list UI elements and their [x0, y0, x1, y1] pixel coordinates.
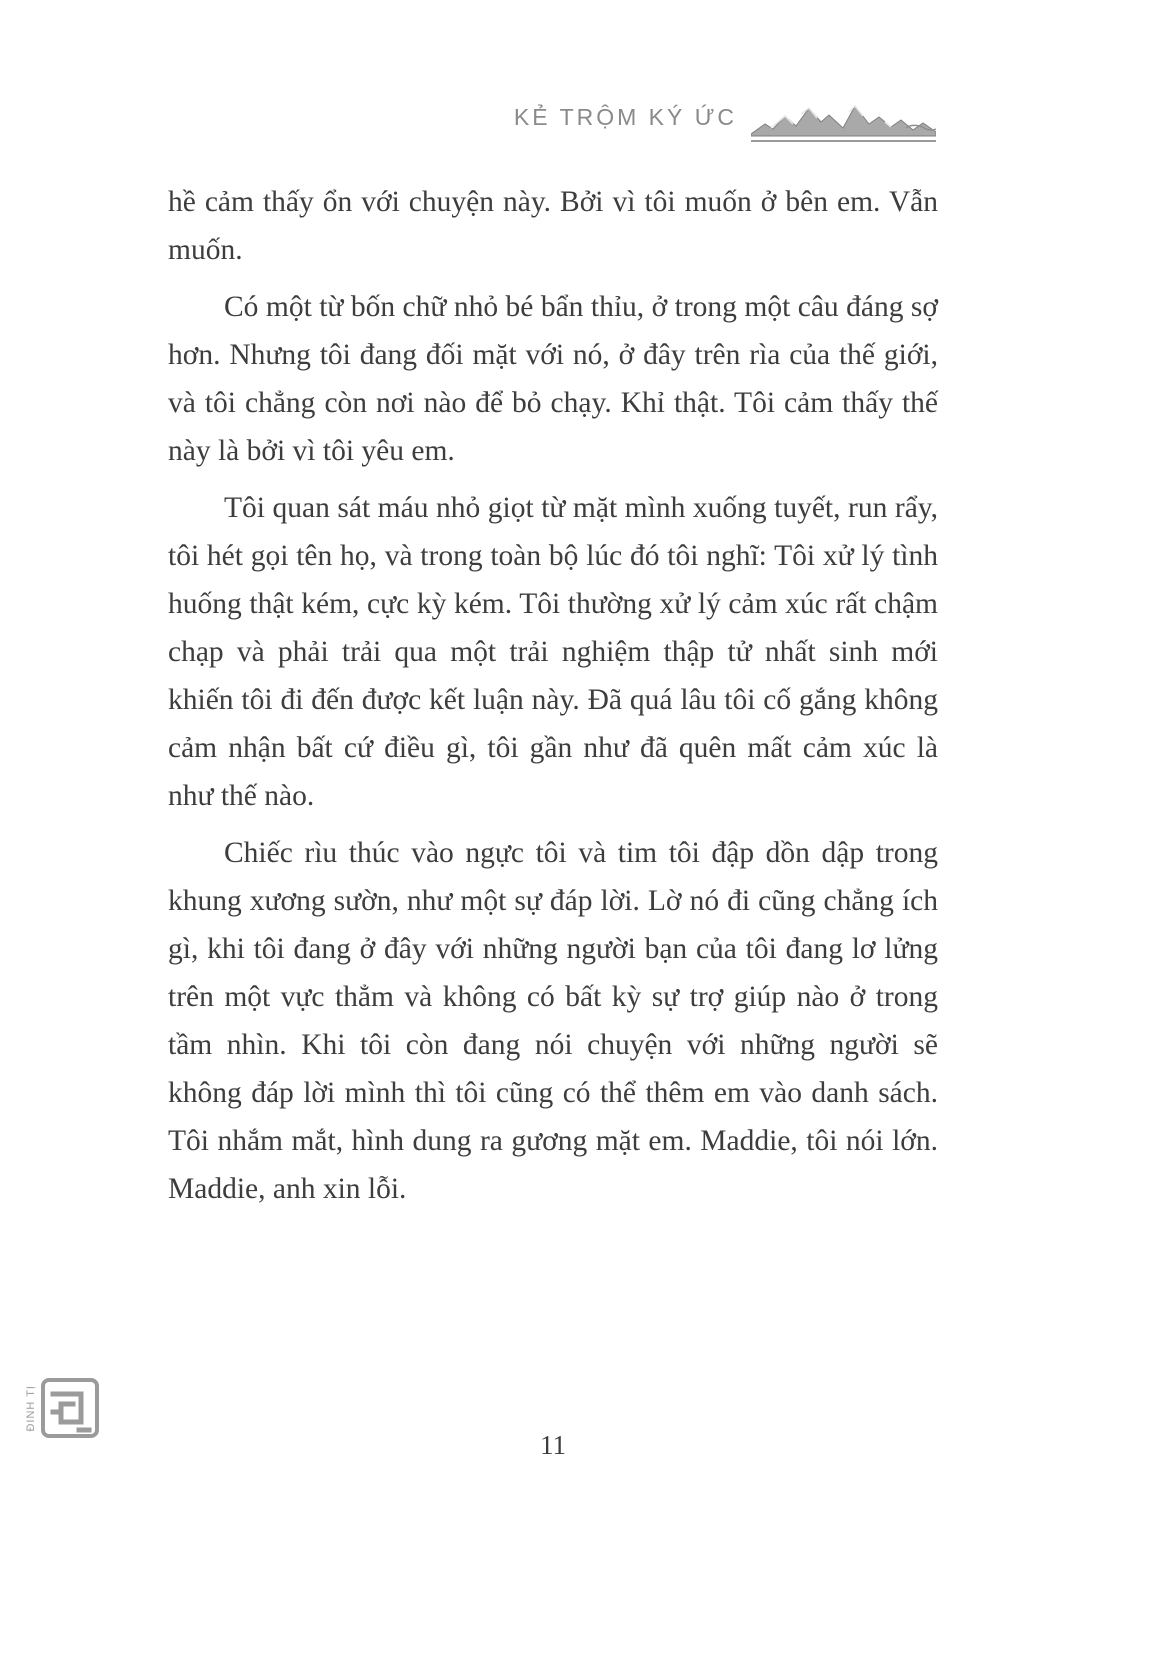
body-paragraph: Chiếc rìu thúc vào ngực tôi và tim tôi đập dồn dập trong khung xương sườn, như một sự đáp lời. Lờ nó đi cũng chẳng ích gì, khi tôi đang ở đây với những người bạn của tôi đang lơ lửng trên một vực thẳm và không có bất kỳ sự trợ giúp nào ở trong tầm nhìn. Khi tôi còn đang nói chuyện với những người sẽ không đáp lời mình thì tôi cũng có thể thêm em vào danh sách. Tôi nhắm mắt, hình dung ra gương mặt em. Maddie, tôi nói lớn. Maddie, anh xin lỗi. — [168, 837, 938, 1205]
mountain-range-icon — [751, 98, 936, 138]
publisher-logo — [26, 1372, 101, 1444]
body-paragraph: Tôi quan sát máu nhỏ giọt từ mặt mình xuống tuyết, run rẩy, tôi hét gọi tên họ, và trong toàn bộ lúc đó tôi nghĩ: Tôi xử lý tình huống thật kém, cực kỳ kém. Tôi thường xử lý cảm xúc rất chậm chạp và phải trải qua một trải nghiệm thập tử nhất sinh mới khiến tôi đi đến được kết luận này. Đã quá lâu tôi cố gắng không cảm nhận bất cứ điều gì, tôi gần như đã quên mất cảm xúc là như thế nào. — [168, 492, 938, 812]
page-header — [168, 98, 936, 142]
body-text-block — [168, 178, 938, 1214]
publisher-name-vertical: ĐINH TỊ — [25, 1384, 37, 1432]
page-number: 11 — [540, 1430, 566, 1460]
publisher-seal-icon — [39, 1372, 101, 1444]
header-art — [751, 98, 936, 142]
body-paragraph: hề cảm thấy ổn với chuyện này. Bởi vì tôi muốn ở bên em. Vẫn muốn. — [168, 186, 938, 266]
header-rule — [751, 140, 936, 142]
running-head-title: KẺ TRỘM KÝ ỨC — [513, 103, 737, 130]
body-paragraph: Có một từ bốn chữ nhỏ bé bẩn thỉu, ở trong một câu đáng sợ hơn. Nhưng tôi đang đối mặt với nó, ở đây trên rìa của thế giới, và tôi chẳng còn nơi nào để bỏ chạy. Khỉ thật. Tôi cảm thấy thế này là bởi vì tôi yêu em. — [168, 291, 938, 467]
